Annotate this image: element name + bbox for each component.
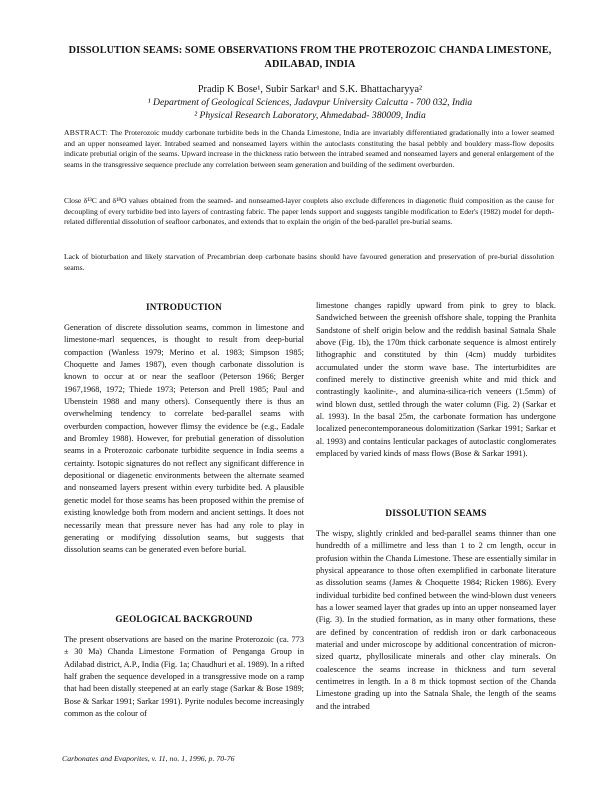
introduction-text: Generation of discrete dissolution seams, common in limestone and limestone-marl sequences, is thought to result from deep-burial compaction (Wanless 1979; Merino et al. 1983; Simpson 1985; Choquette and James 1987), even though carbonate dissolution is known to occur at or near the seafloor (Peterson 1966; Berger 1967,1968, 1972; Thiede 1973; Peterson and Prell 1985; Paul and Ubenstein 1988 and many others). Consequently there is thus an overwhelming tendency to correlate bed-parallel seams with overburden compaction, however flimsy the evidence be (e.g., Eadale and Bromley 1988). However, for prebutial generation of dissolution seams in a Proterozoic carbonate turbidite sequence in India seems a certainty. Isotopic signatures do not reflect any significant difference in depositional or diagenetic environments between the alternate seamed and nonseamed layers present within every turbidite bed. A plausible genetic model for those seams has been proposed within the premise of existing knowledge both from modern and ancient settings. It does not necessarily mean that pressure never has had any role to play in generating or modifying dissolution seams, but suggests that dissolution seams can be generated even before burial. [64,323,304,555]
paper-title [60,44,560,72]
affiliation-1: ¹ Department of Geological Sciences, Jadavpur University Calcutta - 700 032, India [147,97,473,108]
title-line-1: DISSOLUTION SEAMS: SOME OBSERVATIONS FROM THE PROTEROZOIC CHANDA LIMESTONE, [68,45,552,56]
abstract-label: ABSTRACT: [64,128,109,137]
abstract-paragraph-1 [64,128,554,170]
right-column-paragraph-2: The wispy, slightly crinkled and bed-parallel seams thinner than one hundredth of a millimetre and less than 1 to 2 cm length, occur in profusion within the Chanda Limestone. These are essentially similar in physical appearance to those often exemplified in carbonate literature as dissolution seams (James & Choquette 1984; Ricken 1986). Every individual turbidite bed confined between the wind-blown dust veneers has a lower seamed layer that grades up into an upper nonseamed layer (Fig. 3). In the studied formation, as in many other formations, these are defined by concentration of reddish iron or dark carbonaceous material and under microscope by additional concentration of micron- sized quartz, phyllosilicate minerals and other clay minerals. On coalescence the seams increase in thickness and turn several centimetres in length. In a 8 m thick topmost section of the Chanda Limestone grading up into the Satnala Shale, the length of the seams and the intrabed [316,529,556,711]
heading-dissolution-seams: DISSOLUTION SEAMS [385,508,487,518]
heading-geological-background: GEOLOGICAL BACKGROUND [115,614,253,624]
abstract-text-1: The Proterozoic muddy carbonate turbidite beds in the Chanda Limestone, India are invariably differentiated gradationally into a lower seamed and an upper nonseamed layer. Intrabed seamed and nonseamed layers within the autoclasts constituting the basal pebbly and bouldery mass-flow deposits indicate prebutial origin of the seams. Upward increase in the thickness ratio between the intrabed seamed and nonseamed layers and general enlargement of the seams in the transgressive sequence preclude any correlation between seam generation and building of the sediment overburden. [64,128,555,169]
affiliation-2: ² Physical Research Laboratory, Ahmedabad- 380009, India [194,110,426,121]
title-line-2: ADILABAD, INDIA [264,59,356,70]
abstract-paragraph-3: Lack of bioturbation and likely starvation of Precambrian deep carbonate basins should have favoured generation and preservation of pre-burial dissolution seams. [64,252,554,272]
geological-background-text: The present observations are based on the marine Proterozoic (ca. 773 ± 30 Ma) Chanda Limestone Formation of Penganga Group in Adilabad district, A.P., India (Fig. 1a; Chaudhuri et al. 1989). In a rifted half graben the sequence developed in a transgressive mode on a ramp that had been distally steepened at an early stage (Sarkar & Bose 1989; Bose & Sarkar 1991; Sarkar 1991). Pyrite nodules become increasingly common as the colour of [64,635,304,719]
heading-introduction: INTRODUCTION [146,302,222,312]
journal-footer: Carbonates and Evaporites, v. 11, no. 1, 1996, p. 70-76 [62,754,235,763]
right-column-paragraph-1: limestone changes rapidly upward from pink to grey to black. Sandwiched between the greenish offshore shale, topping the Pranhita Sandstone of shelf origin below and the reddish basinal Satnala Shale above (Fig. 1b), the 170m thick carbonate sequence is almost entirely lithographic and constituted by thin (4cm) muddy turbidites accumulated under the storm wave base. The interturbidites are confined merely to distinctive greenish white and mid thick and contrastingly kaolinite-, and alumina-silica-rich veneers (1.5mm) of wind blown dust, settled through the water column (Fig. 2) (Sarkar et al. 1993). In the basal 25m, the carbonate formation has undergone localized penecontemporaneous dolomitization (Sarkar 1991; Sarkar et al. 1993) and contains lenticular packages of autoclastic conglomerates emplaced by varied kinds of mass flows (Bose & Sarkar 1991). [316,301,556,459]
author-list: Pradip K Bose¹, Subir Sarkar¹ and S.K. Bhattacharyya² [197,84,423,95]
abstract-paragraph-2: Close δ¹³C and δ¹⁸O values obtained from the seamed- and nonseamed-layer couplets also exclude differences in diagenetic fluid composition as the cause for decoupling of every turbidite bed into layers of contrasting fabric. The paper lends support and suggests tangible modification to Eder's (1982) model for depth-related differential dissolution of seafloor carbonates, and extends that to explain the origin of the bed-parallel pre-burial seams. [64,196,554,227]
